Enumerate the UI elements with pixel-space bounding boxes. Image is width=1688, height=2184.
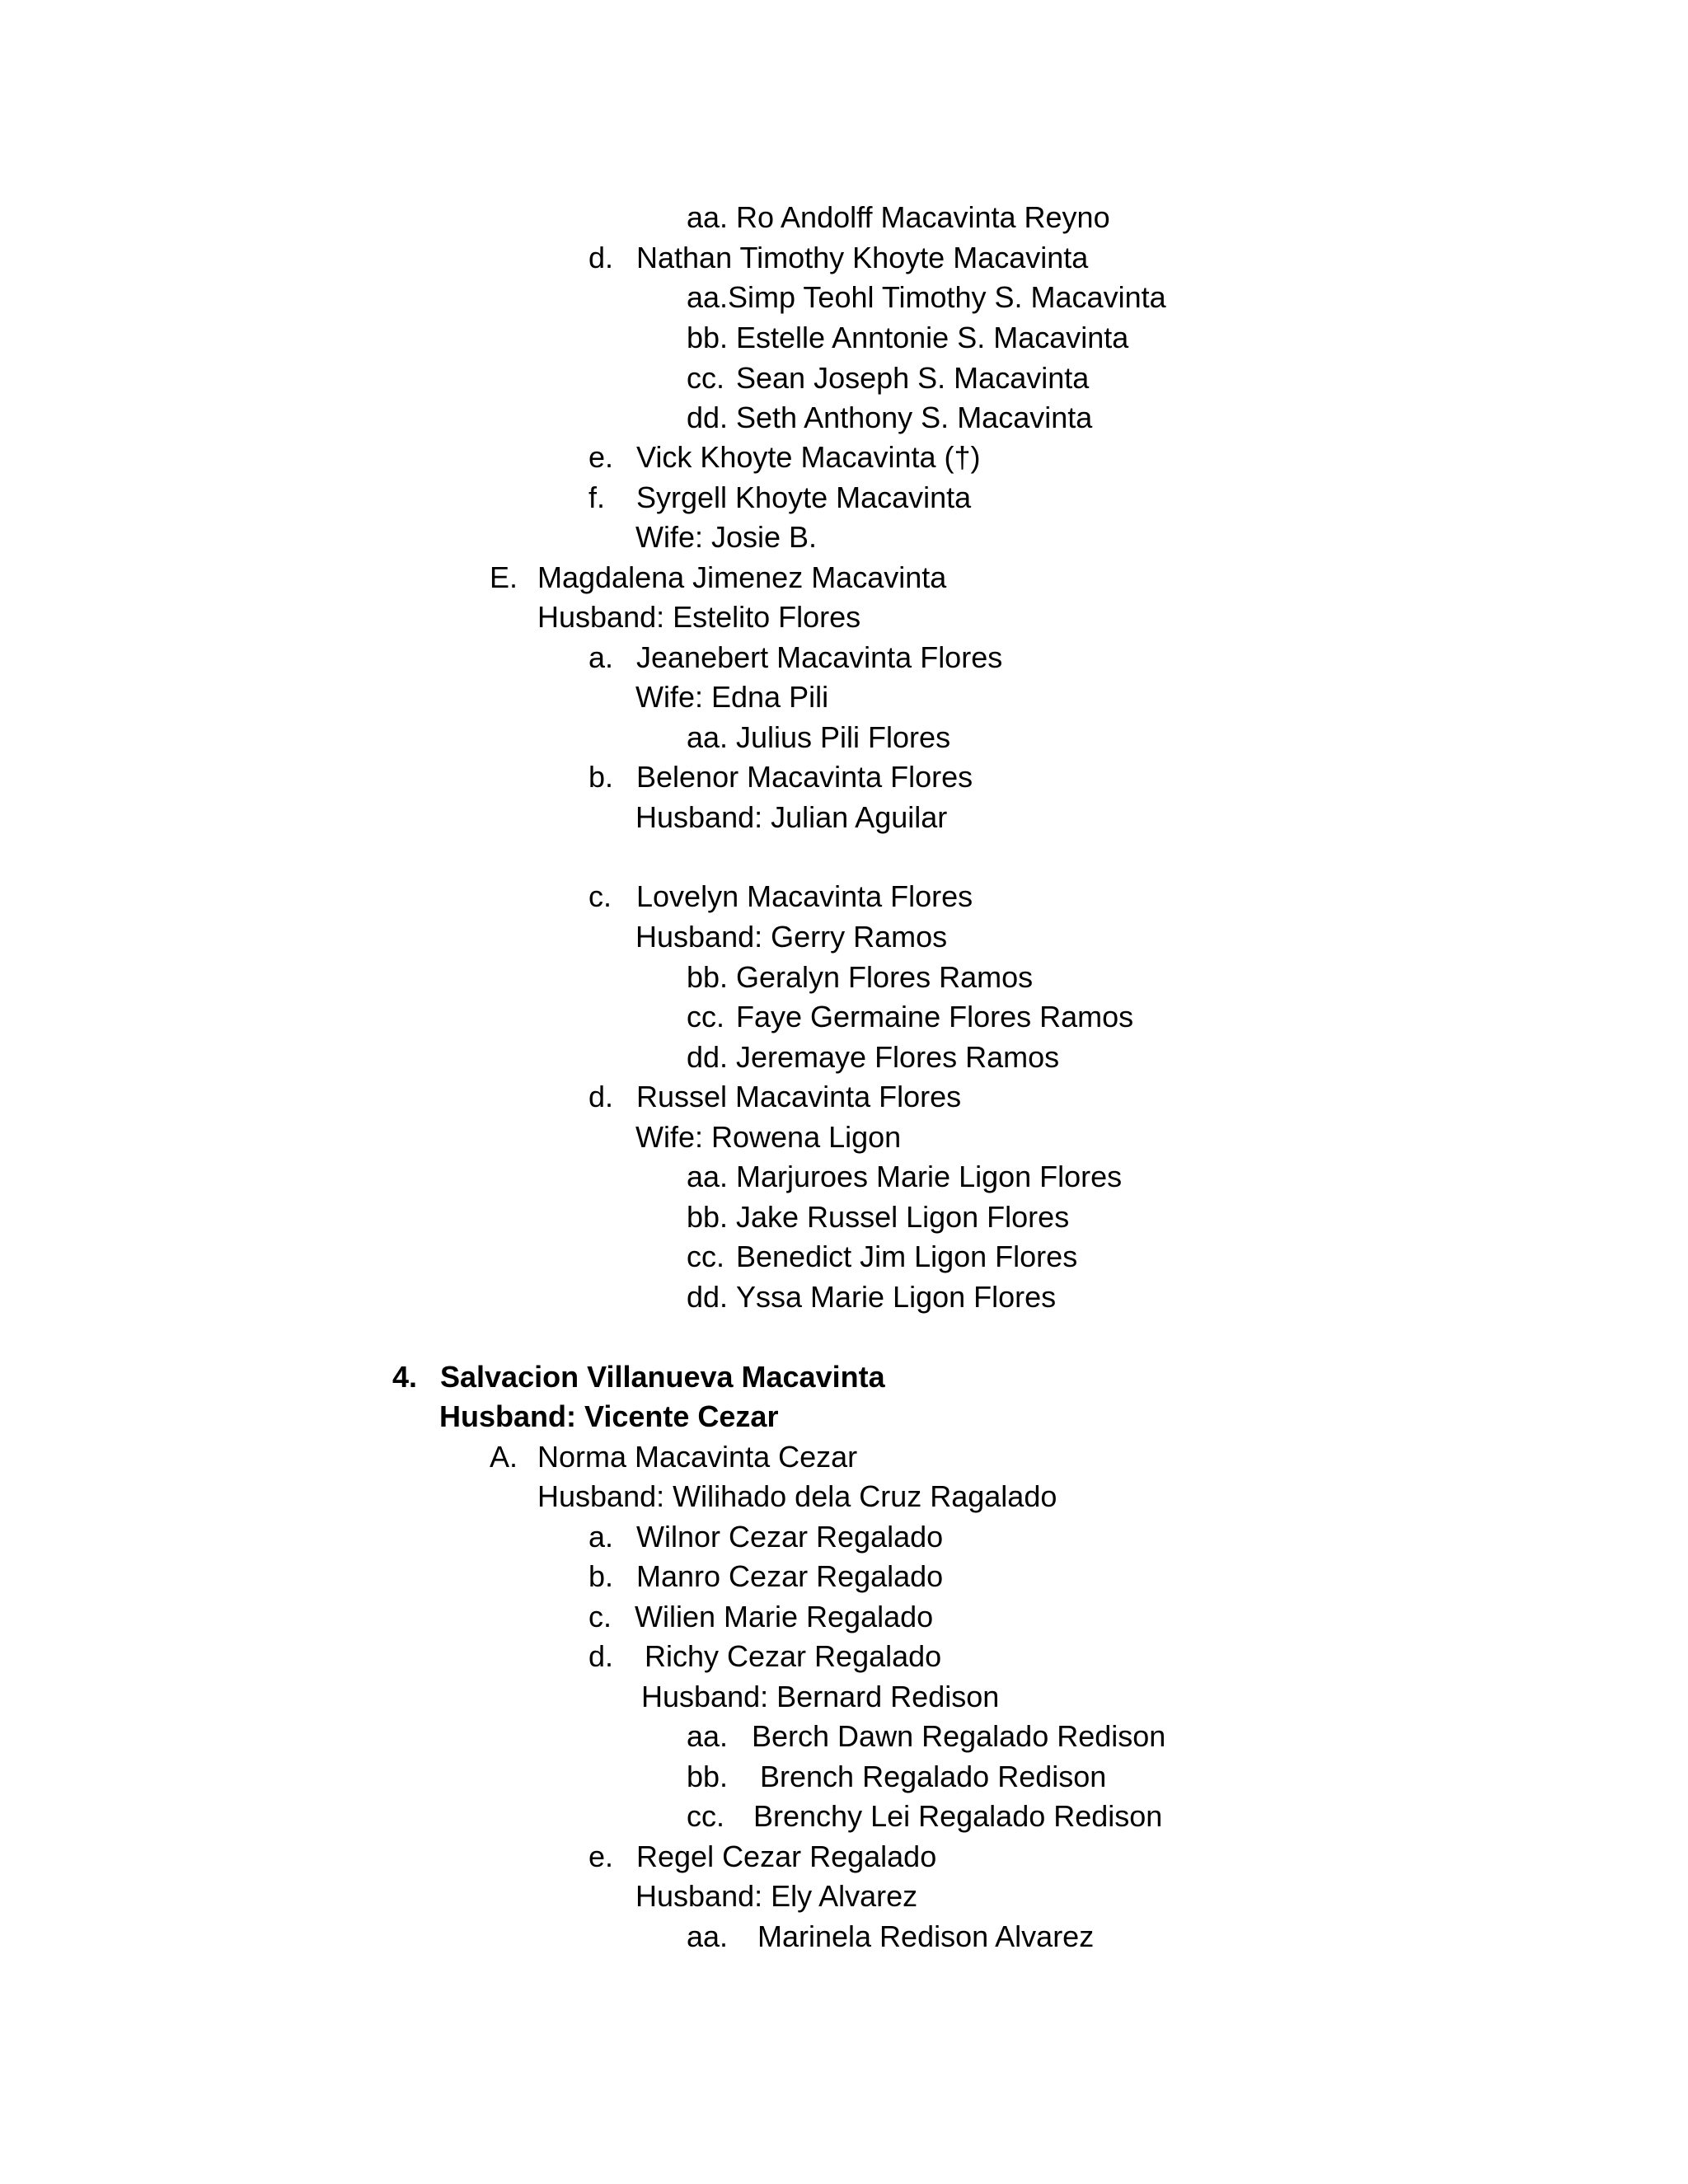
list-item-text: Husband: Ely Alvarez [635,1879,918,1913]
list-item-text: Berch Dawn Regalado Redison [752,1719,1166,1753]
list-marker: cc. [687,361,725,395]
list-item-text: Magdalena Jimenez Macavinta [537,560,947,594]
list-marker: d. [588,241,614,274]
list-item-text: Richy Cezar Regalado [645,1639,942,1673]
list-item-text: Belenor Macavinta Flores [636,760,973,794]
list-item-text: Husband: Estelito Flores [537,600,861,634]
list-marker: e. [588,1840,614,1873]
list-item-text: Yssa Marie Ligon Flores [736,1280,1057,1314]
list-marker: aa. [687,1160,729,1193]
list-marker: aa. [687,720,729,754]
list-item-text: Husband: Wilihado dela Cruz Ragalado [537,1479,1057,1513]
list-item-text: Wilnor Cezar Regalado [636,1520,944,1554]
list-item-text: Seth Anthony S. Macavinta [736,401,1093,434]
list-item-text: Nathan Timothy Khoyte Macavinta [636,241,1089,274]
list-item-text: Russel Macavinta Flores [636,1080,962,1113]
list-marker: 4. [392,1360,418,1394]
list-item-text: Sean Joseph S. Macavinta [736,361,1090,395]
list-item-text: Jeanebert Macavinta Flores [636,640,1003,674]
list-item-text: Salvacion Villanueva Macavinta [440,1360,885,1394]
list-marker: d. [588,1639,614,1673]
list-marker: c. [588,879,612,913]
list-item-text: Geralyn Flores Ramos [736,960,1034,994]
list-item-text: Vick Khoyte Macavinta (†) [636,440,981,474]
list-marker: E. [490,560,518,594]
list-marker: dd. [687,1040,729,1074]
list-item-text: Wife: Josie B. [635,520,818,554]
list-item-text: Husband: Vicente Cezar [439,1399,779,1433]
list-marker: aa. [687,1719,729,1753]
list-item-text: Faye Germaine Flores Ramos [736,1000,1134,1033]
list-marker: A. [490,1440,518,1474]
list-marker: b. [588,1559,614,1593]
list-item-text: Ro Andolff Macavinta Reyno [736,200,1110,234]
list-marker: cc. [687,1000,725,1033]
list-item-text: Lovelyn Macavinta Flores [636,879,973,913]
list-item-text: Brenchy Lei Regalado Redison [753,1799,1163,1833]
list-marker: a. [588,1520,614,1554]
list-marker: dd. [687,401,729,434]
list-marker: b. [588,760,614,794]
list-item-text: Norma Macavinta Cezar [537,1440,858,1474]
list-item-text: Marinela Redison Alvarez [757,1919,1095,1953]
list-marker: bb. [687,1760,729,1793]
list-marker: dd. [687,1280,729,1314]
list-marker: cc. [687,1240,725,1273]
list-marker: cc. [687,1799,725,1833]
list-marker: bb. [687,1200,729,1234]
list-item-text: Manro Cezar Regalado [636,1559,944,1593]
list-item-text: Julius Pili Flores [736,720,951,754]
list-marker: a. [588,640,614,674]
list-marker: aa. [687,200,729,234]
list-marker: f. [588,480,606,514]
list-marker: aa. [687,1919,729,1953]
list-item-text: Brench Regalado Redison [760,1760,1107,1793]
list-item-text: Wife: Edna Pili [635,680,829,714]
list-item-text: Regel Cezar Regalado [636,1840,937,1873]
list-marker: bb. [687,960,729,994]
list-item-text: Husband: Julian Aguilar [635,800,948,834]
list-item-text: Wilien Marie Regalado [635,1600,934,1633]
list-item-text: Wife: Rowena Ligon [635,1120,902,1154]
list-item-text: Jeremaye Flores Ramos [736,1040,1060,1074]
list-item-text: Husband: Bernard Redison [641,1680,1000,1713]
list-item-text: Syrgell Khoyte Macavinta [636,480,972,514]
list-item-text: aa.Simp Teohl Timothy S. Macavinta [687,280,1166,314]
list-marker: bb. [687,321,729,354]
list-item-text: Benedict Jim Ligon Flores [736,1240,1078,1273]
list-marker: d. [588,1080,614,1113]
list-item-text: Marjuroes Marie Ligon Flores [736,1160,1123,1193]
list-item-text: Husband: Gerry Ramos [635,920,948,954]
list-marker: e. [588,440,614,474]
list-item-text: Jake Russel Ligon Flores [736,1200,1070,1234]
list-marker: c. [588,1600,612,1633]
list-item-text: Estelle Anntonie S. Macavinta [736,321,1129,354]
